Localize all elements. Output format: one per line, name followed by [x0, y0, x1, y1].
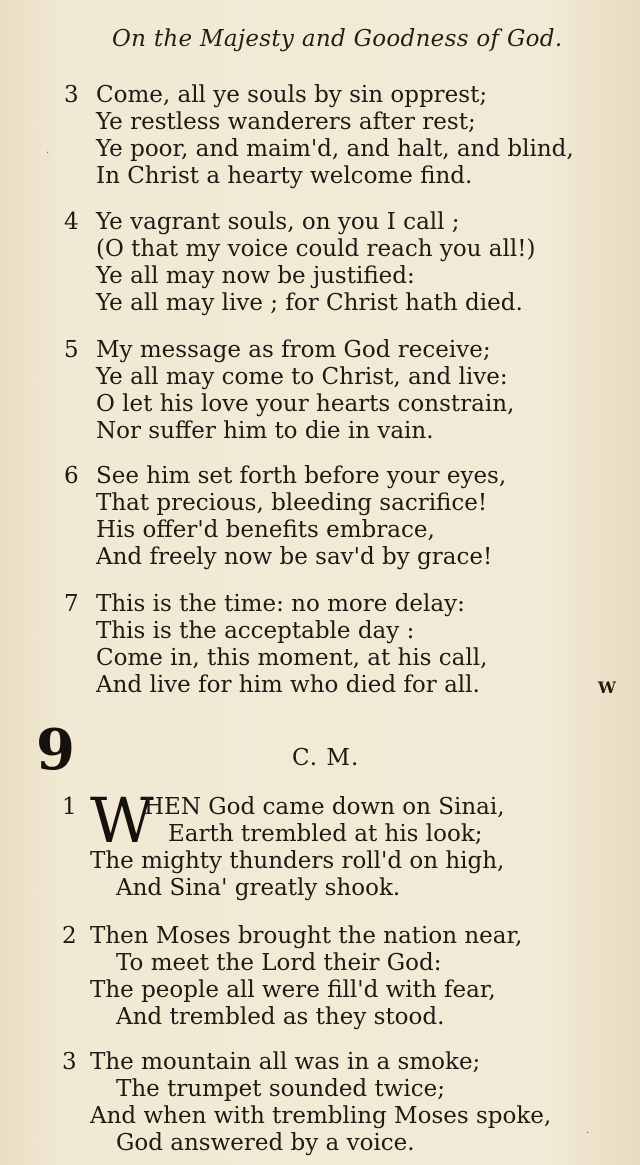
verse-text: My message as from God receive; — [96, 337, 491, 363]
hymn-9-stanza-2 — [0, 923, 640, 1031]
stanza-6 — [0, 463, 640, 571]
stanza-line — [0, 1004, 640, 1031]
stanza-line — [0, 794, 640, 821]
ink-speck: · — [586, 1128, 590, 1139]
hymn-9-stanza-3 — [0, 1049, 640, 1157]
verse-text: And freely now be sav'd by grace! — [96, 544, 493, 570]
verse-text: Ye all may now be justified: — [96, 263, 415, 289]
verse-text: Ye all may come to Christ, and live: — [96, 364, 508, 390]
verse-text: Earth trembled at his look; — [168, 821, 483, 847]
stanza-line — [0, 418, 640, 445]
stanza-line — [0, 1076, 640, 1103]
verse-text: Come in, this moment, at his call, — [96, 645, 488, 671]
stanza-number: 6 — [64, 463, 79, 489]
stanza-line — [0, 136, 640, 163]
verse-text: Ye poor, and maim'd, and halt, and blind, — [96, 136, 574, 162]
verse-text: See him set forth before your eyes, — [96, 463, 507, 489]
verse-text: The mighty thunders roll'd on high, — [90, 848, 505, 874]
stanza-line — [0, 236, 640, 263]
stanza-5 — [0, 337, 640, 445]
verse-text: Come, all ye souls by sin opprest; — [96, 82, 488, 108]
verse-text: That precious, bleeding sacrifice! — [96, 490, 488, 516]
drop-cap: W — [90, 784, 154, 857]
stanza-line — [0, 1130, 640, 1157]
hymn-number: 9 — [36, 717, 75, 783]
stanza-number: 2 — [62, 923, 77, 949]
stanza-line — [0, 591, 640, 618]
verse-text: In Christ a hearty welcome find. — [96, 163, 473, 189]
stanza-4 — [0, 209, 640, 317]
stanza-line — [0, 109, 640, 136]
verse-text: The trumpet sounded twice; — [116, 1076, 445, 1102]
stanza-line — [0, 337, 640, 364]
stanza-number: 3 — [62, 1049, 77, 1075]
verse-text: The mountain all was in a smoke; — [90, 1049, 481, 1075]
stanza-line — [0, 544, 640, 571]
verse-text: And Sina' greatly shook. — [116, 875, 401, 901]
verse-text: And live for him who died for all. — [96, 672, 480, 698]
stanza-line — [0, 391, 640, 418]
stanza-line — [0, 977, 640, 1004]
verse-text: Ye all may live ; for Christ hath died. — [96, 290, 523, 316]
stanza-line — [0, 82, 640, 109]
verse-text: O let his love your hearts constrain, — [96, 391, 515, 417]
catchword: W — [598, 678, 616, 697]
stanza-line — [0, 490, 640, 517]
verse-text: And when with trembling Moses spoke, — [90, 1103, 552, 1129]
stanza-line — [0, 848, 640, 875]
stanza-line — [0, 875, 640, 902]
stanza-line — [0, 618, 640, 645]
stanza-line — [0, 209, 640, 236]
verse-text: Ye vagrant souls, on you I call ; — [96, 209, 460, 235]
ink-speck: · — [46, 148, 50, 159]
stanza-line — [0, 672, 640, 699]
verse-text: And trembled as they stood. — [116, 1004, 445, 1030]
verse-text: Then Moses brought the nation near, — [90, 923, 523, 949]
verse-text: This is the acceptable day : — [96, 618, 415, 644]
stanza-line — [0, 290, 640, 317]
stanza-line — [0, 163, 640, 190]
stanza-line — [0, 1049, 640, 1076]
stanza-line — [0, 645, 640, 672]
verse-text: To meet the Lord their God: — [116, 950, 442, 976]
stanza-7 — [0, 591, 640, 699]
stanza-line — [0, 821, 640, 848]
stanza-line — [0, 1103, 640, 1130]
stanza-line — [0, 950, 640, 977]
stanza-line — [0, 463, 640, 490]
hymn-meter: C. M. — [292, 745, 360, 771]
verse-text: His offer'd benefits embrace, — [96, 517, 435, 543]
running-head: On the Majesty and Goodness of God. — [112, 26, 563, 52]
stanza-number: 3 — [64, 82, 79, 108]
verse-text: The people all were fill'd with fear, — [90, 977, 496, 1003]
verse-text: (O that my voice could reach you all!) — [96, 236, 536, 262]
stanza-number: 7 — [64, 591, 79, 617]
verse-text: Ye restless wanderers after rest; — [96, 109, 476, 135]
verse-text: God answered by a voice. — [116, 1130, 415, 1156]
stanza-number: 5 — [64, 337, 79, 363]
verse-text: HEN God came down on Sinai, — [144, 794, 505, 820]
stanza-3 — [0, 82, 640, 190]
stanza-line — [0, 364, 640, 391]
stanza-number: 4 — [64, 209, 79, 235]
verse-text: This is the time: no more delay: — [96, 591, 465, 617]
hymn-9-stanza-1 — [0, 784, 640, 902]
stanza-number: 1 — [62, 794, 77, 820]
stanza-line — [0, 923, 640, 950]
stanza-line — [0, 517, 640, 544]
stanza-line — [0, 263, 640, 290]
verse-text: Nor suffer him to die in vain. — [96, 418, 434, 444]
